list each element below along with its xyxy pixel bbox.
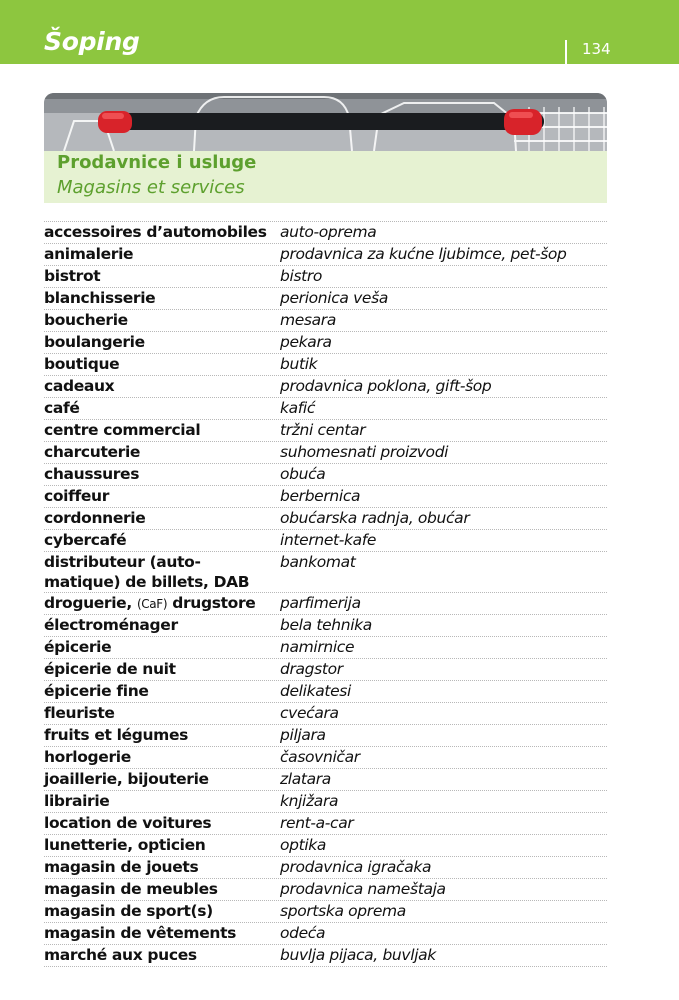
french-term: bistrot	[44, 267, 101, 285]
vocab-row	[44, 486, 607, 508]
serbian-translation: prodavnica za kućne ljubimce, pet-šop	[280, 245, 567, 263]
section-subtitle: Magasins et services	[57, 177, 245, 198]
french-term: marché aux puces	[44, 946, 197, 964]
french-term: joaillerie, bijouterie	[44, 770, 209, 788]
serbian-translation: sportska oprema	[280, 902, 406, 920]
serbian-translation: prodavnica poklona, gift-šop	[280, 377, 492, 395]
french-term: blanchisserie	[44, 289, 156, 307]
serbian-translation: rent-a-car	[280, 814, 354, 832]
section-title: Prodavnice i usluge	[57, 152, 257, 173]
french-term: café	[44, 399, 80, 417]
vocab-row	[44, 552, 607, 593]
vocab-row	[44, 508, 607, 530]
french-term: boucherie	[44, 311, 128, 329]
french-term-line2: matique) de billets, DAB	[44, 573, 250, 591]
serbian-translation: perionica veša	[280, 289, 388, 307]
serbian-translation: odeća	[280, 924, 326, 942]
page-header	[0, 0, 679, 64]
serbian-translation: bankomat	[280, 553, 356, 571]
vocab-row	[44, 637, 607, 659]
french-term	[44, 552, 280, 592]
page-number: 134	[582, 40, 611, 58]
french-term: animalerie	[44, 245, 134, 263]
french-term	[44, 593, 280, 614]
french-term: épicerie de nuit	[44, 660, 176, 678]
serbian-translation: auto-oprema	[280, 223, 377, 241]
serbian-translation: tržni centar	[280, 421, 366, 439]
vocab-row	[44, 725, 607, 747]
serbian-translation: časovničar	[280, 748, 360, 766]
vocab-row	[44, 420, 607, 442]
vocab-row	[44, 681, 607, 703]
vocab-row	[44, 376, 607, 398]
serbian-translation: prodavnica igračaka	[280, 858, 432, 876]
serbian-translation: dragstor	[280, 660, 343, 678]
vocab-row	[44, 615, 607, 637]
vocab-row	[44, 901, 607, 923]
french-term: épicerie	[44, 638, 112, 656]
serbian-translation: optika	[280, 836, 327, 854]
vocab-row	[44, 923, 607, 945]
serbian-translation: pekara	[280, 333, 332, 351]
french-term-line1: distributeur (auto-	[44, 553, 201, 571]
serbian-translation: bela tehnika	[280, 616, 372, 634]
french-term: centre commercial	[44, 421, 201, 439]
vocab-row	[44, 747, 607, 769]
chapter-title: Šoping	[44, 27, 140, 56]
serbian-translation: delikatesi	[280, 682, 351, 700]
french-term: charcuterie	[44, 443, 141, 461]
vocab-row	[44, 266, 607, 288]
vocab-row	[44, 703, 607, 725]
section-heading	[44, 151, 607, 203]
french-term: magasin de meubles	[44, 880, 218, 898]
french-term: accessoires d’automobiles	[44, 223, 267, 241]
vocab-row	[44, 659, 607, 681]
french-term: électroménager	[44, 616, 178, 634]
vocab-row	[44, 288, 607, 310]
french-term: cybercafé	[44, 531, 127, 549]
french-term-head: droguerie,	[44, 594, 132, 612]
serbian-translation: berbernica	[280, 487, 361, 505]
french-term: magasin de jouets	[44, 858, 199, 876]
region-label: (CaF)	[136, 597, 168, 611]
french-term: magasin de sport(s)	[44, 902, 213, 920]
french-term: fruits et légumes	[44, 726, 188, 744]
serbian-translation: butik	[280, 355, 318, 373]
serbian-translation: suhomesnati proizvodi	[280, 443, 449, 461]
french-term: cordonnerie	[44, 509, 146, 527]
serbian-translation: namirnice	[280, 638, 355, 656]
vocab-row	[44, 835, 607, 857]
serbian-translation: mesara	[280, 311, 336, 329]
vocab-row	[44, 244, 607, 266]
vocab-row	[44, 310, 607, 332]
french-term: cadeaux	[44, 377, 115, 395]
vocab-row	[44, 354, 607, 376]
vocabulary-list	[44, 221, 607, 967]
french-term: boutique	[44, 355, 120, 373]
vocab-row	[44, 813, 607, 835]
serbian-translation: bistro	[280, 267, 323, 285]
serbian-translation: buvlja pijaca, buvljak	[280, 946, 436, 964]
vocab-row	[44, 879, 607, 901]
vocab-row	[44, 769, 607, 791]
vocab-row	[44, 593, 607, 615]
french-term: location de voitures	[44, 814, 212, 832]
serbian-translation: obućarska radnja, obućar	[280, 509, 470, 527]
serbian-translation: zlatara	[280, 770, 331, 788]
french-term: lunetterie, opticien	[44, 836, 206, 854]
vocab-row	[44, 398, 607, 420]
french-term: chaussures	[44, 465, 140, 483]
vocab-row	[44, 791, 607, 813]
french-term: fleuriste	[44, 704, 115, 722]
french-term: magasin de vêtements	[44, 924, 237, 942]
vocab-row	[44, 442, 607, 464]
vocab-row	[44, 332, 607, 354]
serbian-translation: piljara	[280, 726, 326, 744]
shopping-cart-illustration	[44, 93, 607, 151]
vocab-row	[44, 857, 607, 879]
vocab-row	[44, 222, 607, 244]
shopping-cart-banner	[44, 93, 607, 151]
french-term-tail: drugstore	[172, 594, 256, 612]
french-term: librairie	[44, 792, 110, 810]
french-term: horlogerie	[44, 748, 131, 766]
french-term: boulangerie	[44, 333, 145, 351]
serbian-translation: knjižara	[280, 792, 339, 810]
vocab-row	[44, 464, 607, 486]
serbian-translation: cvećara	[280, 704, 339, 722]
vocab-row	[44, 945, 607, 967]
serbian-translation: parfimerija	[280, 594, 361, 612]
vocab-row	[44, 530, 607, 552]
serbian-translation: internet-kafe	[280, 531, 377, 549]
header-divider	[565, 40, 567, 64]
french-term: coiffeur	[44, 487, 110, 505]
serbian-translation: obuća	[280, 465, 326, 483]
serbian-translation: prodavnica nameštaja	[280, 880, 446, 898]
serbian-translation: kafić	[280, 399, 316, 417]
french-term: épicerie fine	[44, 682, 149, 700]
